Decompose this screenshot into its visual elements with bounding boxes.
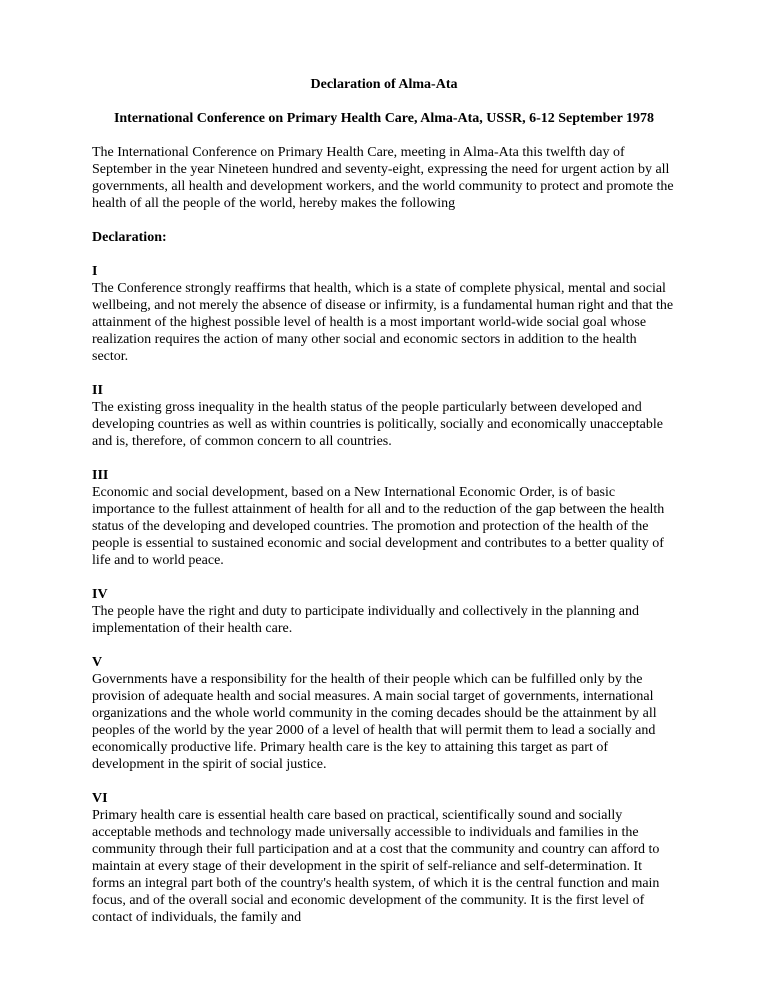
document-title: Declaration of Alma-Ata [310, 77, 458, 92]
section-ii [92, 382, 676, 450]
section-vi-numeral: VI [92, 791, 108, 806]
section-v [92, 654, 676, 773]
section-vi [92, 790, 676, 926]
section-iv-numeral: IV [92, 587, 108, 602]
section-ii-body: The existing gross inequality in the health status of the people particularly between developed and developing countries as well as within countries is politically, socially and economically unacceptable and is, therefore, of common concern to all countries. [92, 400, 663, 449]
section-v-numeral: V [92, 655, 103, 670]
section-i-numeral: I [92, 264, 98, 279]
section-vi-body: Primary health care is essential health care based on practical, scientifically sound and socially acceptable methods and technology made universally accessible to individuals and families in the community through their full participation and at a cost that the community and country can afford to maintain at every stage of their development in the spirit of self-reliance and self-determination. It forms an integral part both of the country's health system, of which it is the central function and main focus, and of the overall social and economic development of the community. It is the first level of contact of individuals, the family and [92, 808, 660, 925]
section-i-body: The Conference strongly reaffirms that health, which is a state of complete physical, mental and social wellbeing, and not merely the absence of disease or infirmity, is a fundamental human right and that the attainment of the highest possible level of health is a most important world-wide social goal whose realization requires the action of many other social and economic sectors in addition to the health sector. [92, 281, 674, 364]
document-subtitle: International Conference on Primary Health Care, Alma-Ata, USSR, 6-12 September 1978 [113, 111, 655, 126]
section-ii-numeral: II [92, 383, 103, 398]
section-iii [92, 467, 676, 569]
section-iv-body: The people have the right and duty to participate individually and collectively in the planning and implementation of their health care. [92, 604, 640, 636]
declaration-label: Declaration: [92, 230, 167, 245]
section-iii-numeral: III [92, 468, 109, 483]
section-iii-body: Economic and social development, based on a New International Economic Order, is of basic importance to the fullest attainment of health for all and to the reduction of the gap between the health status of the developing and developed countries. The promotion and protection of the health of the people is essential to sustained economic and social development and contributes to a better quality of life and to world peace. [92, 485, 665, 568]
section-v-body: Governments have a responsibility for the health of their people which can be fulfilled only by the provision of adequate health and social measures. A main social target of governments, international organizations and the whole world community in the coming decades should be the attainment by all peoples of the world by the year 2000 of a level of health that will permit them to lead a socially and economically productive life. Primary health care is the key to attaining this target as part of development in the spirit of social justice. [92, 672, 657, 772]
intro-paragraph: The International Conference on Primary Health Care, meeting in Alma-Ata this twelfth day of September in the year Nineteen hundred and seventy-eight, expressing the need for urgent action by all governments, all health and development workers, and the world community to protect and promote the health of all the people of the world, hereby makes the following [92, 145, 674, 211]
section-iv [92, 586, 676, 637]
section-i [92, 263, 676, 365]
